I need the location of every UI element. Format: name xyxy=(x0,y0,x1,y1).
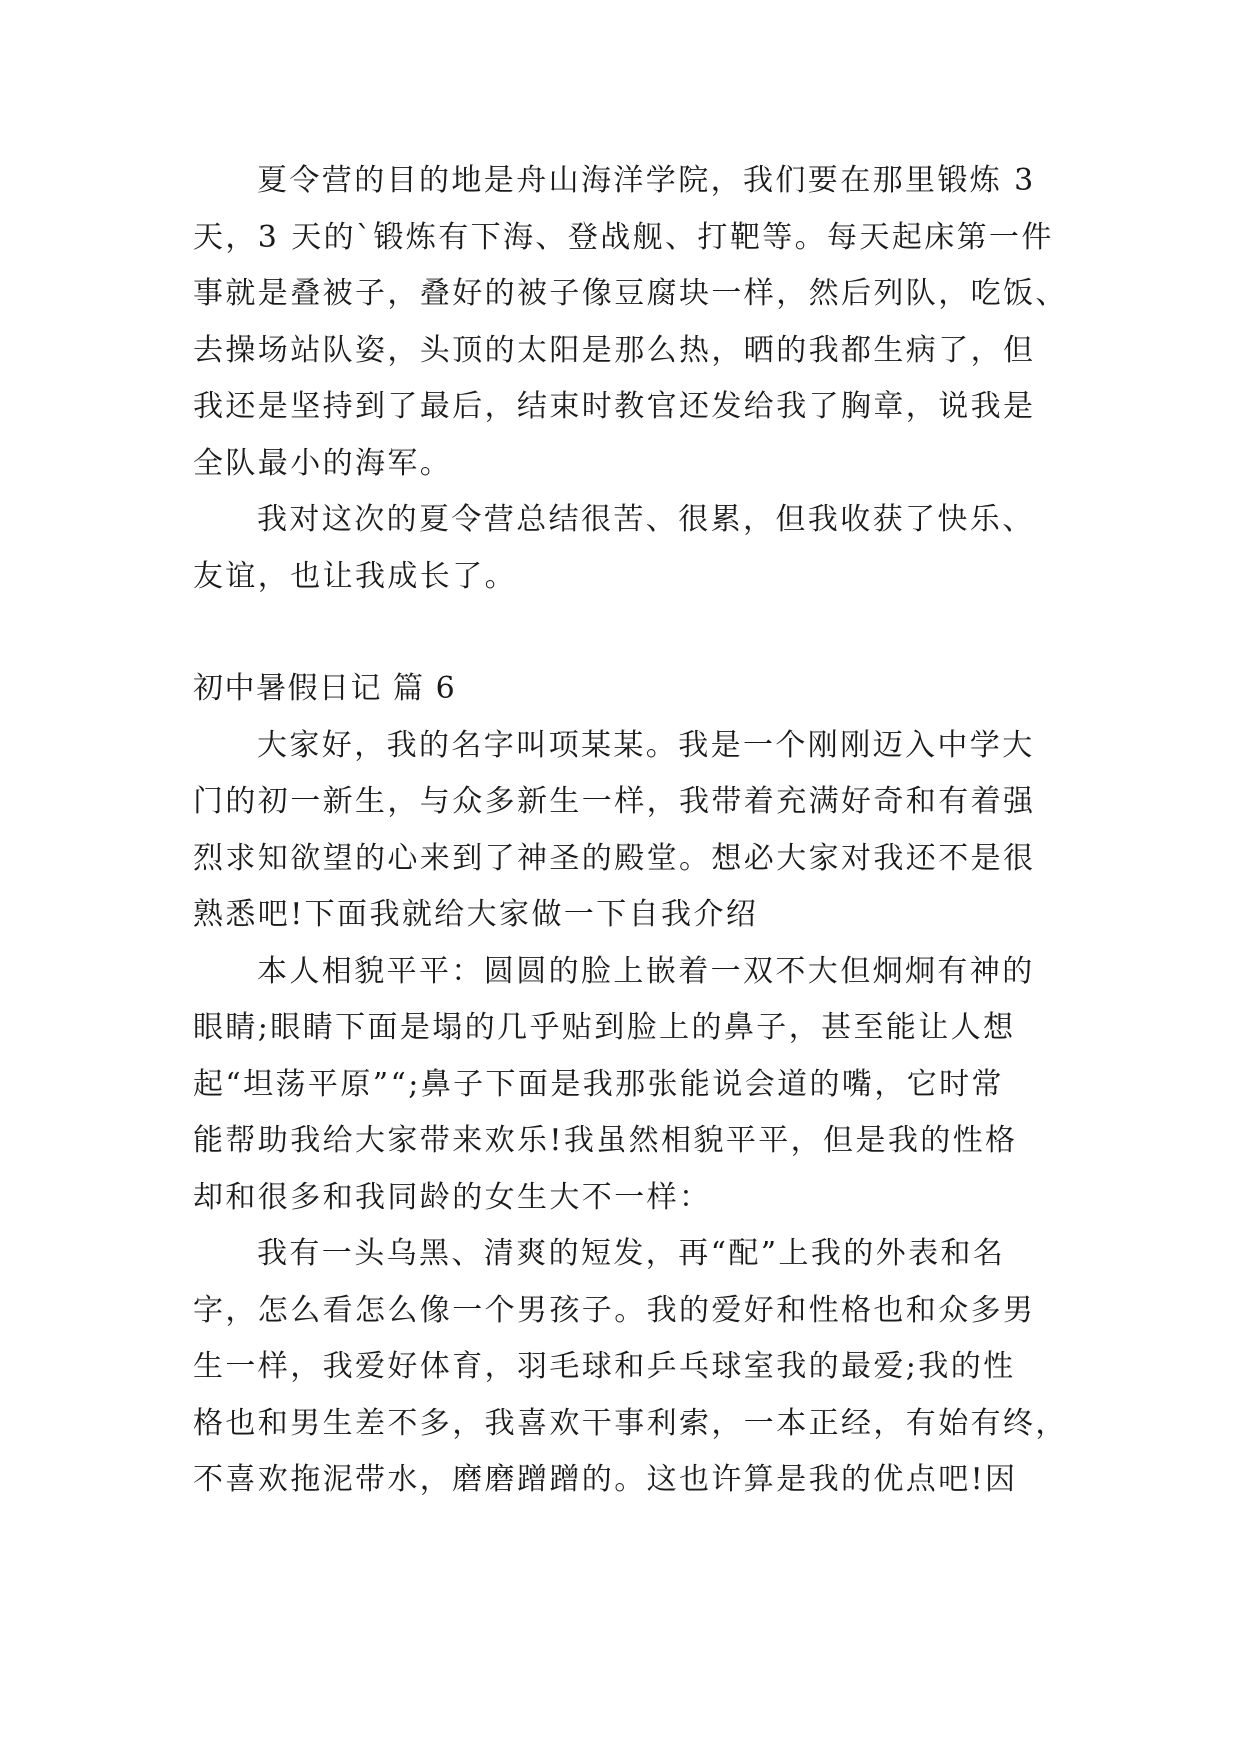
paragraph-line: 我对这次的夏令营总结很苦、很累，但我收获了快乐、 xyxy=(257,502,1035,537)
paragraph-line: 本人相貌平平：圆圆的脸上嵌着一双不大但炯炯有神的 xyxy=(257,954,1035,989)
paragraph-line: 不喜欢拖泥带水，磨磨蹭蹭的。这也许算是我的优点吧!因 xyxy=(193,1462,1018,1497)
paragraph-line: 天，3 天的`锻炼有下海、登战舰、打靶等。每天起床第一件 xyxy=(193,220,1054,255)
paragraph-line: 夏令营的目的地是舟山海洋学院，我们要在那里锻炼 3 xyxy=(257,163,1036,198)
paragraph-line: 大家好，我的名字叫项某某。我是一个刚刚迈入中学大 xyxy=(257,728,1035,763)
paragraph-line: 烈求知欲望的心来到了神圣的殿堂。想必大家对我还不是很 xyxy=(193,841,1036,876)
section-heading: 初中暑假日记 篇 6 xyxy=(193,671,457,706)
paragraph-line: 门的初一新生，与众多新生一样，我带着充满好奇和有着强 xyxy=(193,784,1036,819)
paragraph-line: 眼睛;眼睛下面是塌的几乎贴到脸上的鼻子，甚至能让人想 xyxy=(193,1010,1016,1045)
paragraph-line: 却和很多和我同龄的女生大不一样： xyxy=(193,1180,712,1215)
paragraph-line: 起“坦荡平原”“;鼻子下面是我那张能说会道的嘴，它时常 xyxy=(193,1067,1004,1102)
paragraph-line: 字，怎么看怎么像一个男孩子。我的爱好和性格也和众多男 xyxy=(193,1293,1036,1328)
paragraph-line: 生一样，我爱好体育，羽毛球和乒乓球室我的最爱;我的性 xyxy=(193,1349,1016,1384)
paragraph-line: 格也和男生差不多，我喜欢干事利索，一本正经，有始有终， xyxy=(193,1406,1068,1441)
paragraph-line: 全队最小的海军。 xyxy=(193,446,453,481)
paragraph-line: 熟悉吧!下面我就给大家做一下自我介绍 xyxy=(193,897,759,932)
paragraph-line: 能帮助我给大家带来欢乐!我虽然相貌平平，但是我的性格 xyxy=(193,1123,1018,1158)
paragraph-line: 去操场站队姿，头顶的太阳是那么热，晒的我都生病了，但 xyxy=(193,333,1036,368)
paragraph-line: 事就是叠被子，叠好的被子像豆腐块一样，然后列队，吃饭、 xyxy=(193,276,1068,311)
paragraph-line: 我有一头乌黑、清爽的短发，再“配”上我的外表和名 xyxy=(257,1236,1006,1271)
paragraph-line: 我还是坚持到了最后，结束时教官还发给我了胸章，说我是 xyxy=(193,389,1036,424)
paragraph-line: 友谊，也让我成长了。 xyxy=(193,559,517,594)
